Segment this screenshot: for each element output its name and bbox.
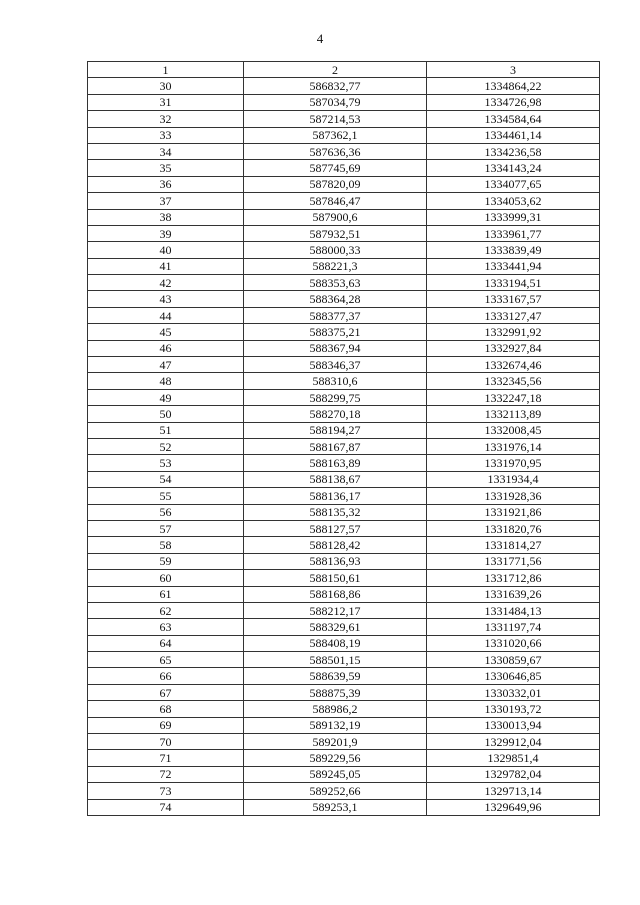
x-coordinate-cell: 587214,53 — [244, 111, 427, 127]
x-coordinate-cell: 588270,18 — [244, 406, 427, 422]
point-number-cell: 68 — [88, 701, 244, 717]
y-coordinate-cell: 1334053,62 — [427, 193, 600, 209]
y-coordinate-cell: 1331814,27 — [427, 537, 600, 553]
table-row — [88, 193, 600, 209]
y-coordinate-cell: 1331970,95 — [427, 455, 600, 471]
point-number-cell: 60 — [88, 570, 244, 586]
point-number-cell: 62 — [88, 602, 244, 618]
y-coordinate-cell: 1330193,72 — [427, 701, 600, 717]
y-coordinate-cell: 1331921,86 — [427, 504, 600, 520]
table-row — [88, 209, 600, 225]
table-header-row — [88, 62, 600, 78]
x-coordinate-cell: 588135,32 — [244, 504, 427, 520]
y-coordinate-cell: 1331976,14 — [427, 438, 600, 454]
y-coordinate-cell: 1333961,77 — [427, 225, 600, 241]
x-coordinate-cell: 588136,93 — [244, 553, 427, 569]
table-row — [88, 652, 600, 668]
x-coordinate-cell: 588364,28 — [244, 291, 427, 307]
table-row — [88, 734, 600, 750]
table-row — [88, 438, 600, 454]
table-row — [88, 324, 600, 340]
x-coordinate-cell: 588136,17 — [244, 488, 427, 504]
x-coordinate-cell: 588408,19 — [244, 635, 427, 651]
table-row — [88, 602, 600, 618]
x-coordinate-cell: 588353,63 — [244, 275, 427, 291]
table-row — [88, 111, 600, 127]
y-coordinate-cell: 1331484,13 — [427, 602, 600, 618]
x-coordinate-cell: 587932,51 — [244, 225, 427, 241]
table-row — [88, 373, 600, 389]
x-coordinate-cell: 589252,66 — [244, 783, 427, 799]
table-row — [88, 94, 600, 110]
x-coordinate-cell: 588377,37 — [244, 307, 427, 323]
table-row — [88, 389, 600, 405]
y-coordinate-cell: 1334726,98 — [427, 94, 600, 110]
x-coordinate-cell: 587846,47 — [244, 193, 427, 209]
x-coordinate-cell: 588329,61 — [244, 619, 427, 635]
point-number-cell: 44 — [88, 307, 244, 323]
page-number: 4 — [316, 31, 324, 46]
column-header: 1 — [88, 62, 244, 78]
table-row — [88, 455, 600, 471]
table-row — [88, 340, 600, 356]
point-number-cell: 65 — [88, 652, 244, 668]
y-coordinate-cell: 1329912,04 — [427, 734, 600, 750]
point-number-cell: 33 — [88, 127, 244, 143]
y-coordinate-cell: 1334236,58 — [427, 143, 600, 159]
x-coordinate-cell: 588986,2 — [244, 701, 427, 717]
point-number-cell: 71 — [88, 750, 244, 766]
point-number-cell: 70 — [88, 734, 244, 750]
y-coordinate-cell: 1331020,66 — [427, 635, 600, 651]
point-number-cell: 55 — [88, 488, 244, 504]
point-number-cell: 32 — [88, 111, 244, 127]
y-coordinate-cell: 1331820,76 — [427, 520, 600, 536]
y-coordinate-cell: 1330332,01 — [427, 684, 600, 700]
table-row — [88, 406, 600, 422]
x-coordinate-cell: 587636,36 — [244, 143, 427, 159]
y-coordinate-cell: 1332927,84 — [427, 340, 600, 356]
x-coordinate-cell: 586832,77 — [244, 78, 427, 94]
x-coordinate-cell: 589229,56 — [244, 750, 427, 766]
point-number-cell: 41 — [88, 258, 244, 274]
point-number-cell: 53 — [88, 455, 244, 471]
y-coordinate-cell: 1332008,45 — [427, 422, 600, 438]
x-coordinate-cell: 588875,39 — [244, 684, 427, 700]
y-coordinate-cell: 1334461,14 — [427, 127, 600, 143]
y-coordinate-cell: 1334077,65 — [427, 176, 600, 192]
table-row — [88, 586, 600, 602]
y-coordinate-cell: 1331712,86 — [427, 570, 600, 586]
point-number-cell: 42 — [88, 275, 244, 291]
point-number-cell: 73 — [88, 783, 244, 799]
y-coordinate-cell: 1329649,96 — [427, 799, 600, 815]
table-row — [88, 78, 600, 94]
table-row — [88, 717, 600, 733]
table-row — [88, 701, 600, 717]
y-coordinate-cell: 1330646,85 — [427, 668, 600, 684]
x-coordinate-cell: 588501,15 — [244, 652, 427, 668]
x-coordinate-cell: 588128,42 — [244, 537, 427, 553]
x-coordinate-cell: 589253,1 — [244, 799, 427, 815]
x-coordinate-cell: 588138,67 — [244, 471, 427, 487]
x-coordinate-cell: 588212,17 — [244, 602, 427, 618]
point-number-cell: 66 — [88, 668, 244, 684]
y-coordinate-cell: 1331771,56 — [427, 553, 600, 569]
column-header: 2 — [244, 62, 427, 78]
x-coordinate-cell: 588310,6 — [244, 373, 427, 389]
x-coordinate-cell: 589201,9 — [244, 734, 427, 750]
table-row — [88, 783, 600, 799]
table-row — [88, 668, 600, 684]
column-header: 3 — [427, 62, 600, 78]
y-coordinate-cell: 1333441,94 — [427, 258, 600, 274]
y-coordinate-cell: 1334584,64 — [427, 111, 600, 127]
table-row — [88, 570, 600, 586]
table-row — [88, 619, 600, 635]
y-coordinate-cell: 1329851,4 — [427, 750, 600, 766]
point-number-cell: 37 — [88, 193, 244, 209]
x-coordinate-cell: 589132,19 — [244, 717, 427, 733]
point-number-cell: 38 — [88, 209, 244, 225]
x-coordinate-cell: 589245,05 — [244, 766, 427, 782]
point-number-cell: 54 — [88, 471, 244, 487]
y-coordinate-cell: 1332345,56 — [427, 373, 600, 389]
x-coordinate-cell: 587745,69 — [244, 160, 427, 176]
x-coordinate-cell: 587900,6 — [244, 209, 427, 225]
x-coordinate-cell: 588127,57 — [244, 520, 427, 536]
table-row — [88, 143, 600, 159]
y-coordinate-cell: 1332247,18 — [427, 389, 600, 405]
table-row — [88, 504, 600, 520]
table-row — [88, 127, 600, 143]
point-number-cell: 40 — [88, 242, 244, 258]
coordinates-table — [87, 61, 600, 816]
point-number-cell: 58 — [88, 537, 244, 553]
point-number-cell: 35 — [88, 160, 244, 176]
point-number-cell: 72 — [88, 766, 244, 782]
x-coordinate-cell: 587362,1 — [244, 127, 427, 143]
table-row — [88, 635, 600, 651]
point-number-cell: 52 — [88, 438, 244, 454]
point-number-cell: 50 — [88, 406, 244, 422]
table-row — [88, 553, 600, 569]
table-row — [88, 520, 600, 536]
table-row — [88, 258, 600, 274]
y-coordinate-cell: 1329713,14 — [427, 783, 600, 799]
point-number-cell: 74 — [88, 799, 244, 815]
x-coordinate-cell: 588150,61 — [244, 570, 427, 586]
x-coordinate-cell: 588000,33 — [244, 242, 427, 258]
table-row — [88, 766, 600, 782]
y-coordinate-cell: 1334864,22 — [427, 78, 600, 94]
point-number-cell: 69 — [88, 717, 244, 733]
point-number-cell: 34 — [88, 143, 244, 159]
y-coordinate-cell: 1332991,92 — [427, 324, 600, 340]
point-number-cell: 57 — [88, 520, 244, 536]
table-row — [88, 225, 600, 241]
table-row — [88, 750, 600, 766]
x-coordinate-cell: 588346,37 — [244, 357, 427, 373]
table-row — [88, 176, 600, 192]
table-row — [88, 799, 600, 815]
point-number-cell: 31 — [88, 94, 244, 110]
point-number-cell: 51 — [88, 422, 244, 438]
x-coordinate-cell: 588367,94 — [244, 340, 427, 356]
x-coordinate-cell: 587034,79 — [244, 94, 427, 110]
y-coordinate-cell: 1334143,24 — [427, 160, 600, 176]
table-row — [88, 684, 600, 700]
point-number-cell: 56 — [88, 504, 244, 520]
y-coordinate-cell: 1333999,31 — [427, 209, 600, 225]
point-number-cell: 49 — [88, 389, 244, 405]
table-row — [88, 471, 600, 487]
table-row — [88, 422, 600, 438]
point-number-cell: 39 — [88, 225, 244, 241]
x-coordinate-cell: 588168,86 — [244, 586, 427, 602]
point-number-cell: 67 — [88, 684, 244, 700]
y-coordinate-cell: 1332113,89 — [427, 406, 600, 422]
x-coordinate-cell: 587820,09 — [244, 176, 427, 192]
table-row — [88, 275, 600, 291]
y-coordinate-cell: 1333127,47 — [427, 307, 600, 323]
point-number-cell: 46 — [88, 340, 244, 356]
y-coordinate-cell: 1331197,74 — [427, 619, 600, 635]
point-number-cell: 61 — [88, 586, 244, 602]
table-row — [88, 307, 600, 323]
x-coordinate-cell: 588163,89 — [244, 455, 427, 471]
point-number-cell: 43 — [88, 291, 244, 307]
table-body — [88, 78, 600, 816]
table-row — [88, 291, 600, 307]
y-coordinate-cell: 1333839,49 — [427, 242, 600, 258]
x-coordinate-cell: 588221,3 — [244, 258, 427, 274]
x-coordinate-cell: 588375,21 — [244, 324, 427, 340]
y-coordinate-cell: 1331928,36 — [427, 488, 600, 504]
point-number-cell: 48 — [88, 373, 244, 389]
point-number-cell: 64 — [88, 635, 244, 651]
y-coordinate-cell: 1330013,94 — [427, 717, 600, 733]
x-coordinate-cell: 588194,27 — [244, 422, 427, 438]
x-coordinate-cell: 588167,87 — [244, 438, 427, 454]
point-number-cell: 45 — [88, 324, 244, 340]
table-row — [88, 488, 600, 504]
point-number-cell: 30 — [88, 78, 244, 94]
y-coordinate-cell: 1333167,57 — [427, 291, 600, 307]
point-number-cell: 59 — [88, 553, 244, 569]
y-coordinate-cell: 1332674,46 — [427, 357, 600, 373]
y-coordinate-cell: 1329782,04 — [427, 766, 600, 782]
y-coordinate-cell: 1330859,67 — [427, 652, 600, 668]
x-coordinate-cell: 588639,59 — [244, 668, 427, 684]
y-coordinate-cell: 1331639,26 — [427, 586, 600, 602]
table-row — [88, 537, 600, 553]
x-coordinate-cell: 588299,75 — [244, 389, 427, 405]
point-number-cell: 47 — [88, 357, 244, 373]
y-coordinate-cell: 1333194,51 — [427, 275, 600, 291]
table-row — [88, 160, 600, 176]
y-coordinate-cell: 1331934,4 — [427, 471, 600, 487]
table-row — [88, 357, 600, 373]
table-row — [88, 242, 600, 258]
point-number-cell: 36 — [88, 176, 244, 192]
point-number-cell: 63 — [88, 619, 244, 635]
